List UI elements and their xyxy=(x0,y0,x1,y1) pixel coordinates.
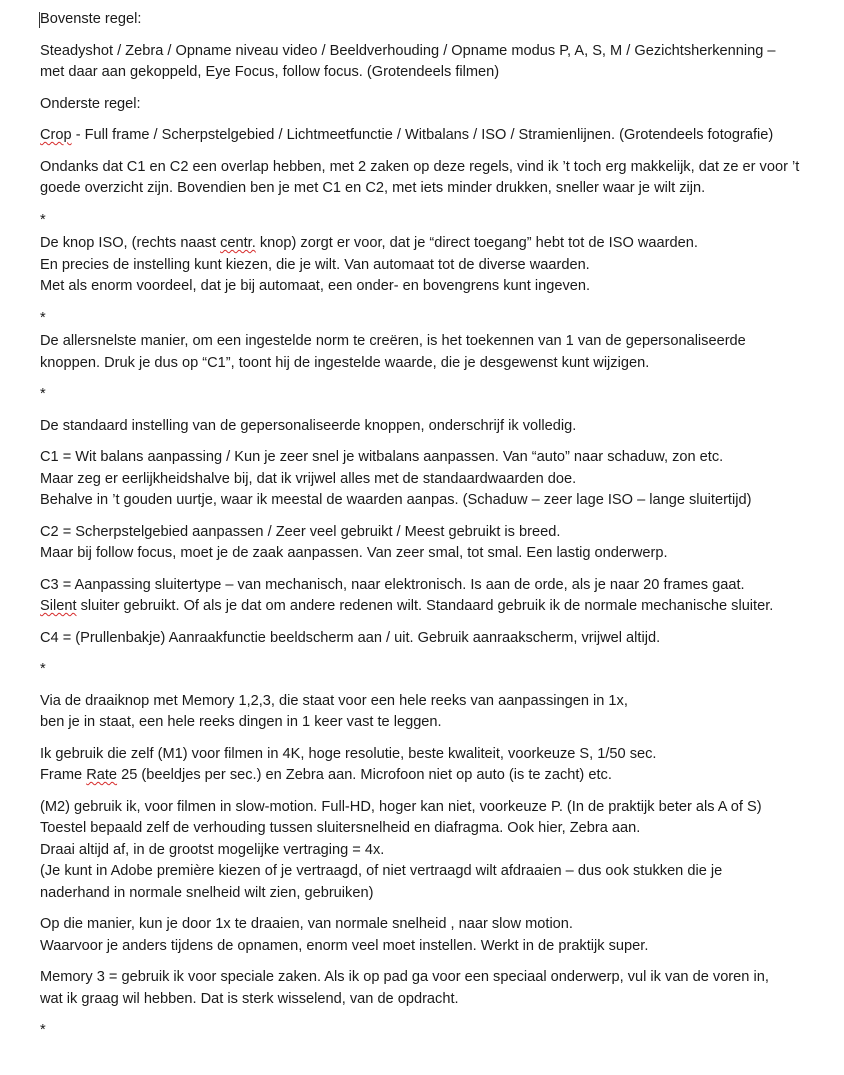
paragraph-c4: C4 = (Prullenbakje) Aanraakfunctie beeldscherm aan / uit. Gebruik aanraakscherm, vrijwel altijd. xyxy=(40,629,661,646)
paragraph-c1: C1 = Wit balans aanpassing / Kun je zeer snel je witbalans aanpassen. Van “auto” naar schaduw, zon etc. Maar zeg er eerlijkheidshalve bij, dat ik vrijwel alles met de standaardwaarden doe. Behalve in ’t gouden uurtje, waar ik meestal de waarden aanpas. (Schaduw – zeer lage ISO – lange sluitertijd) xyxy=(40,449,752,508)
separator-star: * xyxy=(40,386,46,402)
paragraph-memory-dial: Via de draaiknop met Memory 1,2,3, die staat voor een hele reeks van aanpassingen in 1x, ben je in staat, een hele reeks dingen in 1 keer vast te leggen. xyxy=(40,692,628,730)
paragraph-c3: C3 = Aanpassing sluitertype – van mechanisch, naar elektronisch. Is aan de orde, als je naar 20 frames gaat. Silent sluiter gebruikt. Of als je dat om andere redenen wilt. Standaard gebruik ik de normale mechanische sluiter. xyxy=(40,576,774,614)
paragraph-m3: Memory 3 = gebruik ik voor speciale zaken. Als ik op pad ga voor een speciaal onderwerp, vul ik van de voren in, wat ik graag wil hebben. Dat is sterk wisselend, van de opdracht. xyxy=(40,969,769,1007)
paragraph-top-row-items: Steadyshot / Zebra / Opname niveau video / Beeldverhouding / Opname modus P, A, S, M / Gezichtsherkenning – met daar aan gekoppeld, Eye Focus, follow focus. (Grotendeels filmen) xyxy=(40,42,776,80)
paragraph-slow-motion: Op die manier, kun je door 1x te draaien, van normale snelheid , naar slow motion. Waarvoor je anders tijdens de opnamen, enorm veel moet instellen. Werkt in de praktijk super. xyxy=(40,916,649,954)
spellcheck-word-crop[interactable]: Crop xyxy=(40,127,72,143)
heading-top-row: Bovenste regel: xyxy=(40,11,142,27)
paragraph-standard: De standaard instelling van de gepersonaliseerde knoppen, onderschrijf ik volledig. xyxy=(40,417,577,434)
document-body[interactable] xyxy=(40,9,830,1044)
separator-star: * xyxy=(40,211,46,228)
spellcheck-word-rate[interactable]: Rate xyxy=(86,767,118,783)
paragraph-iso: De knop ISO, (rechts naast centr. knop) zorgt er voor, dat je “direct toegang” hebt tot de ISO waarden. En precies de instelling kunt kiezen, die je wilt. Van automaat tot de diverse waarden. Met als enorm voordeel, dat je bij automaat, een onder- en bovengrens kunt ingeven. xyxy=(40,235,698,294)
paragraph-overlap: Ondanks dat C1 en C2 een overlap hebben, met 2 zaken op deze regels, vind ik ’t toch erg makkelijk, dat ze er voor ’t goede overzicht zijn. Bovendien ben je met C1 en C2, met iets minder drukken, sneller waar je wilt zijn. xyxy=(40,158,800,196)
separator-star: * xyxy=(40,309,46,326)
paragraph-fastest: De allersnelste manier, om een ingestelde norm te creëren, is het toekennen van 1 van de gepersonaliseerde knoppen. Druk je dus op “C1”, toont hij de ingestelde waarde, die je desgewenst kunt wijzigen. xyxy=(40,333,746,371)
spellcheck-word-centr[interactable]: centr. xyxy=(220,235,256,251)
spellcheck-word-silent[interactable]: Silent xyxy=(40,598,77,614)
paragraph-c2: C2 = Scherpstelgebied aanpassen / Zeer veel gebruikt / Meest gebruikt is breed. Maar bij follow focus, moet je de zaak aanpassen. Van zeer smal, tot smal. Een lastig onderwerp. xyxy=(40,523,668,561)
separator-star: * xyxy=(40,661,46,677)
paragraph-bottom-row-items: Crop - Full frame / Scherpstelgebied / Lichtmeetfunctie / Witbalans / ISO / Stramienlijnen. (Grotendeels fotografie) xyxy=(40,127,774,143)
paragraph-m2: (M2) gebruik ik, voor filmen in slow-motion. Full-HD, hoger kan niet, voorkeuze P. (In de praktijk beter als A of S) Toestel bepaald zelf de verhouding tussen sluitersnelheid en diafragma. Ook hier, Zebra aan. Draai altijd af, in de grootst mogelijke vertraging = 4x. (Je kunt in Adobe première kiezen of je vertraagd, of niet vertraagd wilt afdraaien – dus ook stukken die je naderhand in normale snelheid wilt zien, gebruiken) xyxy=(40,798,762,901)
text-cursor xyxy=(39,12,40,28)
heading-bottom-row: Onderste regel: xyxy=(40,95,141,112)
separator-star: * xyxy=(40,1022,46,1038)
paragraph-m1: Ik gebruik die zelf (M1) voor filmen in 4K, hoge resolutie, beste kwaliteit, voorkeuze S, 1/50 sec. Frame Rate 25 (beeldjes per sec.) en Zebra aan. Microfoon niet op auto (is te zacht) etc. xyxy=(40,745,657,783)
